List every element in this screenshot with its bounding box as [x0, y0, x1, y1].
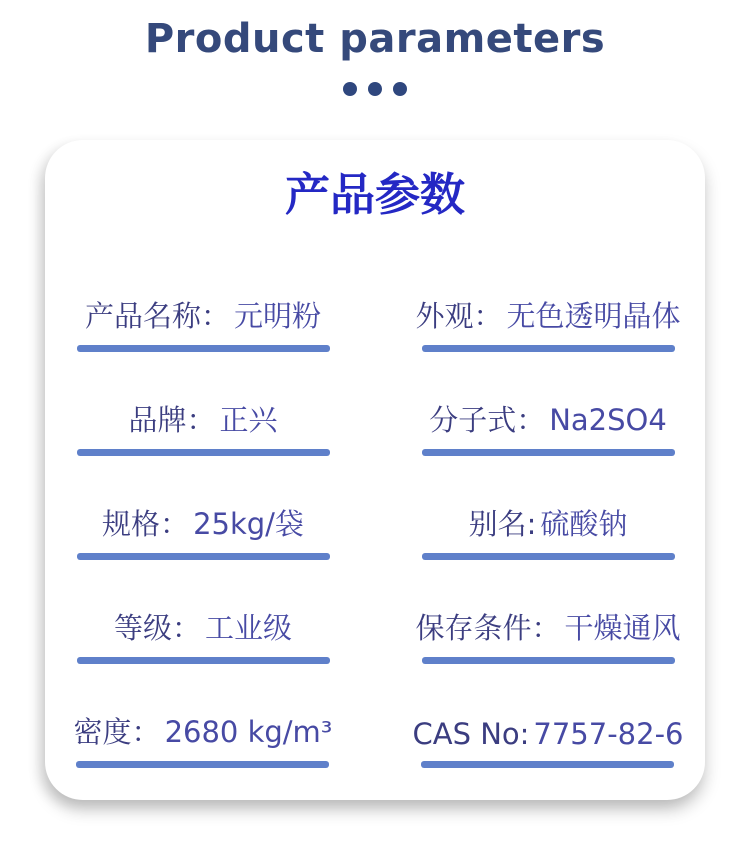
dot-icon	[393, 82, 407, 96]
param-text	[415, 606, 680, 647]
param-value: 2680 kg/m³	[164, 715, 333, 749]
param-value: 元明粉	[234, 299, 322, 333]
param-label: 别名:	[468, 507, 537, 541]
param-text	[74, 710, 333, 751]
underline-bar	[77, 449, 330, 456]
underline-bar	[422, 553, 675, 560]
param-text	[85, 294, 321, 335]
param-text	[412, 717, 683, 751]
param-label: 产品名称：	[84, 299, 230, 333]
param-label: 等级：	[113, 611, 201, 645]
param-value: Na2SO4	[549, 403, 667, 437]
card-title: 产品参数	[284, 168, 465, 221]
param-cas-number	[412, 698, 683, 768]
underline-bar	[422, 345, 675, 352]
underline-bar	[77, 657, 330, 664]
param-brand	[77, 386, 330, 456]
product-parameters-card	[45, 140, 705, 800]
param-molecular-formula	[422, 386, 675, 456]
param-value: 工业级	[205, 611, 293, 645]
param-specification	[77, 490, 330, 560]
param-text	[429, 398, 667, 439]
param-label: CAS No:	[412, 717, 530, 751]
param-density	[74, 698, 333, 768]
param-text	[469, 502, 628, 543]
underline-bar	[76, 761, 329, 768]
param-label: 外观：	[415, 299, 503, 333]
param-value: 7757-82-6	[533, 717, 684, 751]
param-value: 硫酸钠	[540, 507, 628, 541]
param-label: 规格：	[102, 507, 190, 541]
param-label: 分子式：	[429, 403, 546, 437]
param-product-name	[77, 282, 330, 352]
parameters-grid	[45, 282, 705, 768]
param-text	[102, 502, 304, 543]
dot-icon	[368, 82, 382, 96]
param-alias	[422, 490, 675, 560]
param-text	[415, 294, 680, 335]
param-storage-conditions	[415, 594, 680, 664]
param-appearance	[415, 282, 680, 352]
param-value: 25kg/袋	[193, 507, 304, 541]
page-title: Product parameters	[144, 16, 606, 62]
underline-bar	[422, 657, 675, 664]
underline-bar	[422, 449, 675, 456]
underline-bar	[77, 345, 330, 352]
param-label: 品牌：	[128, 403, 216, 437]
param-value: 干燥通风	[564, 611, 681, 645]
param-value: 正兴	[219, 403, 278, 437]
param-label: 保存条件：	[415, 611, 561, 645]
param-label: 密度：	[73, 715, 161, 749]
underline-bar	[421, 761, 674, 768]
underline-bar	[77, 553, 330, 560]
dots-divider	[0, 82, 750, 96]
dot-icon	[343, 82, 357, 96]
param-value: 无色透明晶体	[506, 299, 681, 333]
param-grade	[77, 594, 330, 664]
param-text	[114, 606, 292, 647]
param-text	[128, 398, 277, 439]
